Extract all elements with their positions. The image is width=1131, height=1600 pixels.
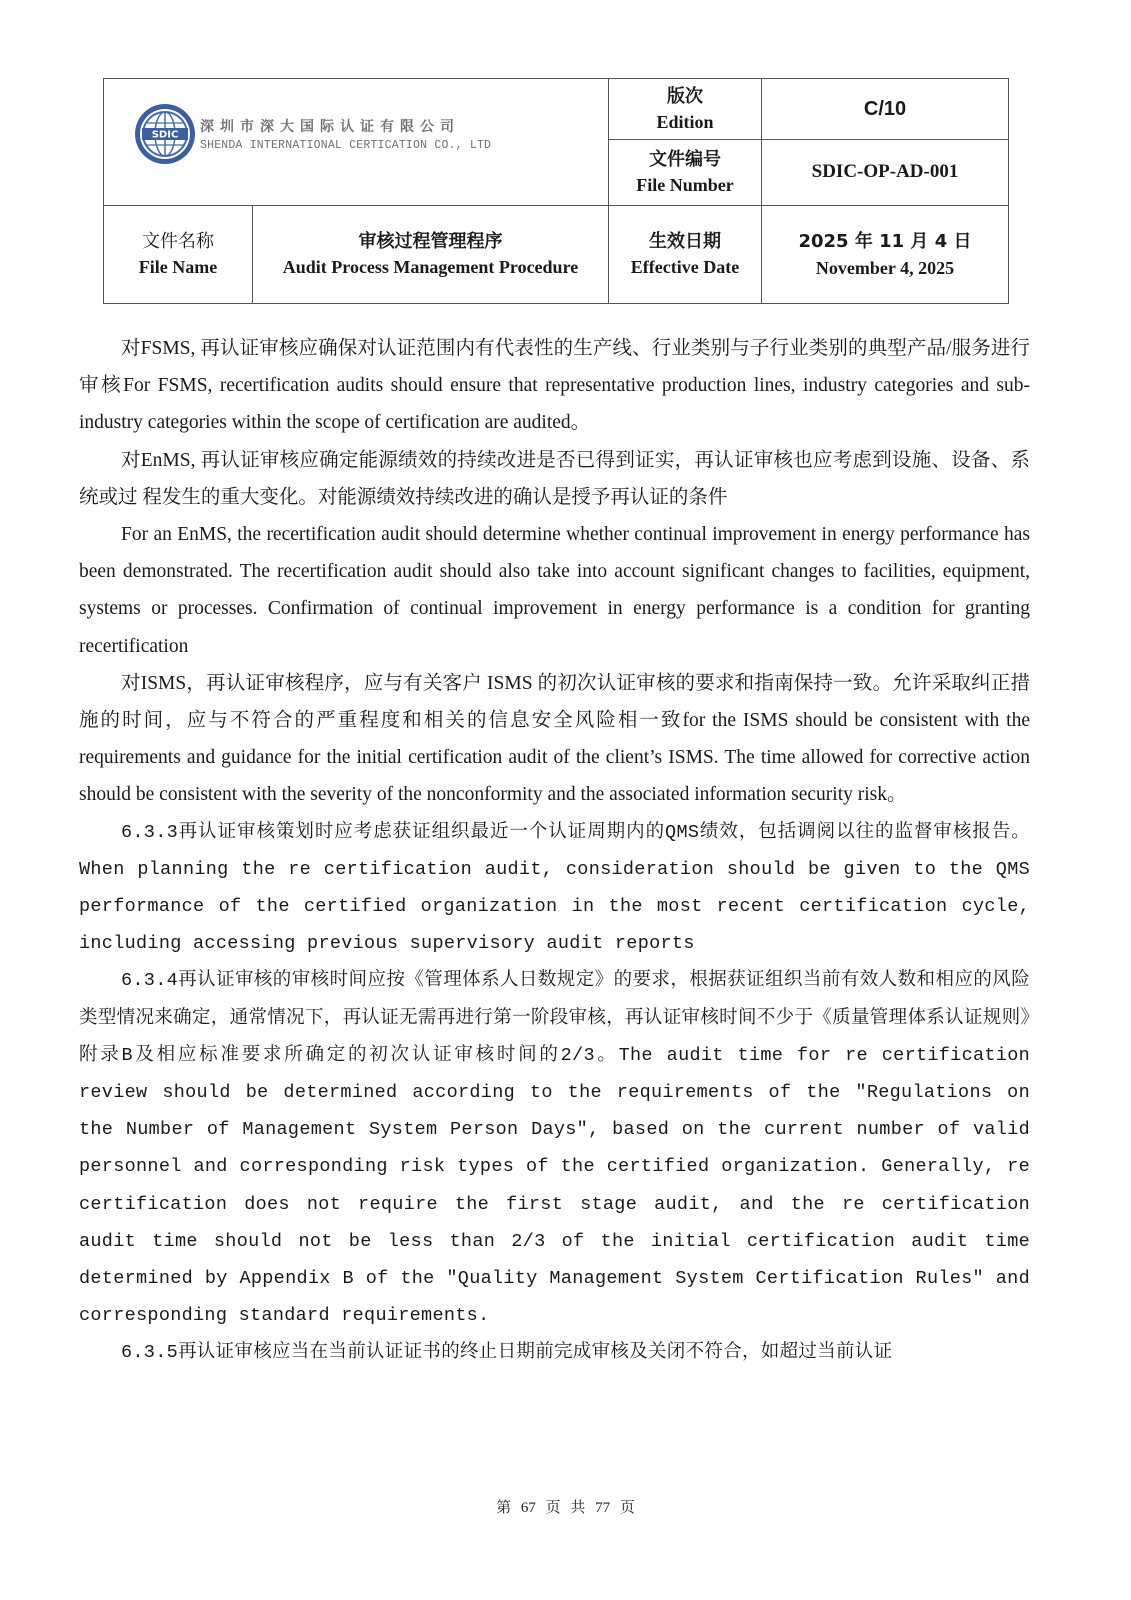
file-number-value: SDIC-OP-AD-001: [811, 161, 959, 183]
paragraph-enms-cn: 对EnMS, 再认证审核应确定能源绩效的持续改进是否已得到证实，再认证审核也应考虑到设施、设备、系统或过 程发生的重大变化。对能源绩效持续改进的确认是授予再认证的条件: [79, 449, 1030, 508]
effective-date-value-en: November 4, 2025: [815, 258, 955, 279]
paragraph-6-3-4: 6.3.4再认证审核的审核时间应按《管理体系人日数规定》的要求，根据获证组织当前有效人数和相应的风险类型情况来确定，通常情况下，再认证无需再进行第一阶段审核，再认证审核时间不少于《质量管理体系认证规则》附录B及相应标准要求所确定的初次认证审核时间的2/3。The audit time for re certification review should be determined according to the requirements of the ″Regulations on the Number of Management System Person Days″, based on the current number of valid personnel and corresponding risk types of the certified organization. Generally, re certification does not require the first stage audit, and the re certification audit time should not be less than 2/3 of the initial certification audit time determined by Appendix B of the ″Quality Management System Certification Rules″ and corresponding standard requirements.: [79, 970, 1030, 1327]
file-name-label-cn: 文件名称: [142, 231, 214, 253]
file-number-value-cell: [762, 140, 1009, 205]
company-name-en: SHENDA INTERNATIONAL CERTICATION CO., LTD: [200, 139, 492, 152]
paragraph-isms: 对ISMS，再认证审核程序，应与有关客户 ISMS 的初次认证审核的要求和指南保持一致。允许采取纠正措施的时间，应与不符合的严重程度和相关的信息安全风险相一致for the ISMS should be consistent with the requirements and guidance for the initial certification audit of the client’s ISMS. The time allowed for corrective action should be consistent with the severity of the nonconformity and the associated information security risk。: [79, 672, 1030, 806]
file-name-value-cell: [253, 205, 609, 303]
file-name-label-cell: [104, 205, 253, 303]
company-logo-cell: [104, 79, 609, 206]
edition-label-en: Edition: [656, 112, 714, 133]
paragraph-enms-en: For an EnMS, the recertification audit should determine whether continual improvement in energy performance has been demonstrated. The recertification audit should also take into account significant changes to facilities, equipment, systems or processes. Confirmation of continual improvement in energy performance is a condition for granting recertification: [79, 524, 1030, 657]
document-header-table: [103, 78, 1009, 304]
sdic-globe-logo-icon: [134, 103, 196, 165]
file-name-label-en: File Name: [138, 257, 218, 278]
paragraph-6-3-3: 6.3.3再认证审核策划时应考虑获证组织最近一个认证周期内的QMS绩效，包括调阅以往的监督审核报告。When planning the re certification audit, consideration should be given to the QMS performance of the certified organization in the most recent certification cycle, including accessing previous supervisory audit reports: [79, 821, 1030, 955]
edition-label-cell: [609, 79, 762, 140]
file-number-label-cn: 文件编号: [649, 149, 721, 171]
page-number-footer: 第 67 页 共 77 页: [496, 1500, 635, 1516]
effective-date-value-cell: [762, 205, 1009, 303]
file-number-label-cell: [609, 140, 762, 205]
effective-date-label-cn: 生效日期: [649, 231, 721, 253]
effective-date-value-cn: 2025 年 11 月 4 日: [798, 231, 972, 253]
effective-date-label-cell: [609, 205, 762, 303]
file-name-value-cn: 审核过程管理程序: [358, 231, 503, 253]
edition-value-cell: [762, 79, 1009, 140]
company-name-cn: 深圳市深大国际认证有限公司: [200, 119, 460, 135]
edition-value: C/10: [863, 97, 907, 120]
company-logo: [134, 103, 491, 165]
paragraph-fsms: 对FSMS, 再认证审核应确保对认证范围内有代表性的生产线、行业类别与子行业类别的典型产品/服务进行审核For FSMS, recertification audits should ensure that representative production lines, industry categories and sub-industry categories within the scope of certification are audited。: [79, 338, 1030, 434]
paragraph-6-3-5: 6.3.5再认证审核应当在当前认证证书的终止日期前完成审核及关闭不符合，如超过当前认证: [121, 1342, 893, 1364]
document-body: [79, 330, 1030, 1372]
file-name-value-en: Audit Process Management Procedure: [282, 257, 579, 278]
effective-date-label-en: Effective Date: [630, 257, 740, 278]
file-number-label-en: File Number: [636, 175, 734, 196]
logo-lettering: SDIC: [151, 129, 179, 141]
edition-label-cn: 版次: [667, 86, 703, 108]
